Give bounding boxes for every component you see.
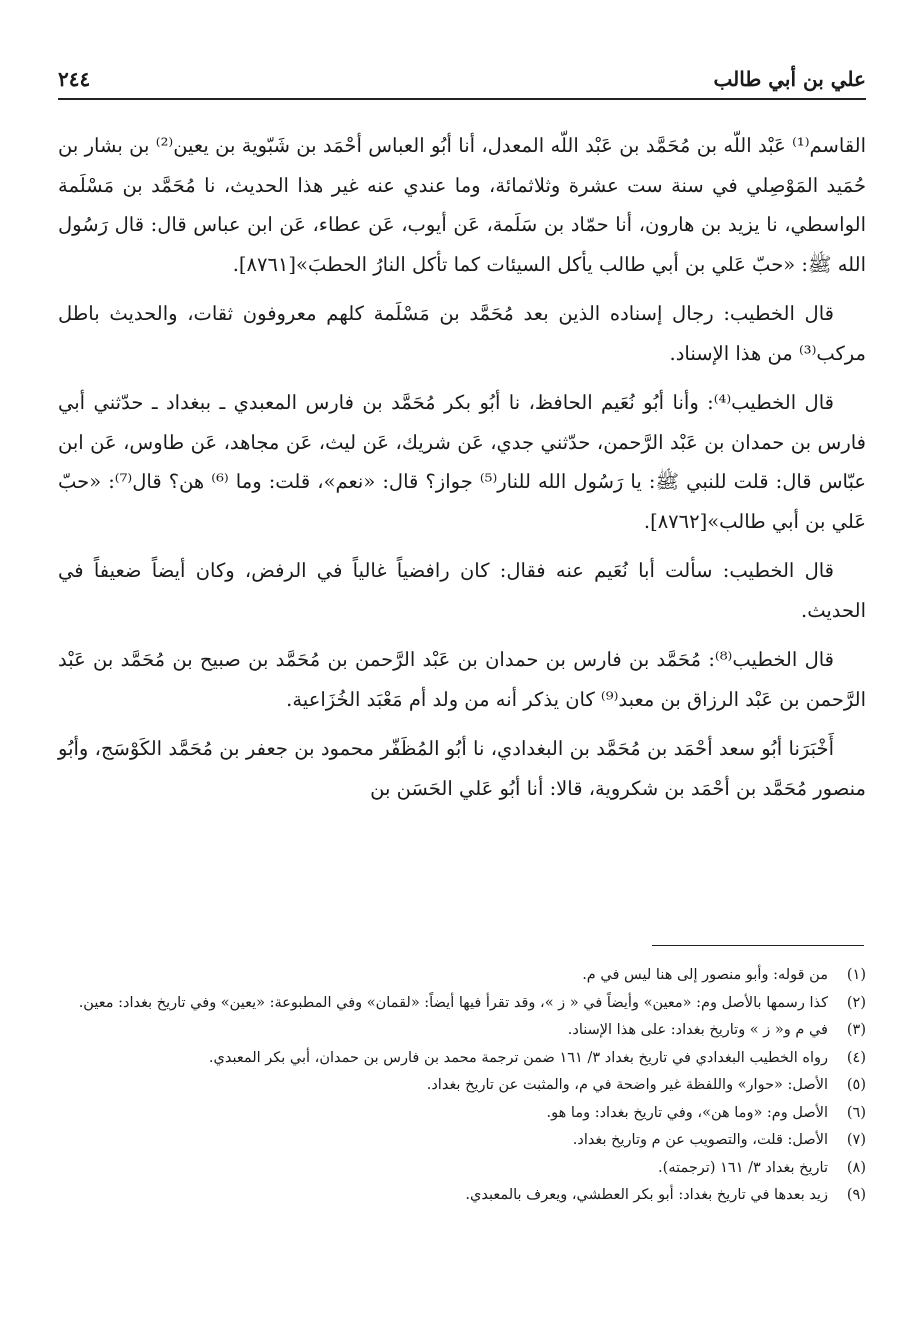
paragraph: قال الخطيب⁽⁴⁾: وأنا أبُو نُعَيم الحافظ، نا أبُو بكر مُحَمَّد بن فارس المعبدي ـ ببغداد ـ حدّثني أبي فارس بن حمدان بن عَبْد الرَّحمن، حدّثني جدي، عَن شريك، عَن ليث، عَن مجاهد، عَن طاوس، عَن ابن عبّاس قال: قلت للنبي ﷺ: يا رَسُول الله للنار⁽⁵⁾ جواز؟ قال: «نعم»، قلت: وما ⁽⁶⁾ هن؟ قال⁽⁷⁾: «حبّ عَلي بن أبي طالب»[٨٧٦٢].	[58, 391, 866, 533]
footnote-text: رواه الخطيب البغدادي في تاريخ بغداد ٣/ ١٦١ ضمن ترجمة محمد بن فارس بن حمدان، أبي بكر المعبدي.	[208, 1049, 828, 1066]
footnote-text: من قوله: وأبو منصور إلى هنا ليس في م.	[582, 967, 828, 983]
paragraph: القاسم⁽¹⁾ عَبْد اللّه بن مُحَمَّد بن عَبْد اللّه المعدل، أنا أبُو العباس أحْمَد بن شَبّوية بن يعين⁽²⁾ بن بشار بن حُمَيد المَوْصِلي في سنة ست عشرة وثلاثمائة، وما عندي عنه غير هذا الحديث، نا مُحَمَّد بن مَسْلَمة الواسطي، نا يزيد بن هارون، أنا حمّاد بن سَلَمة، عَن أيوب، عَن عطاء، عَن ابن عباس قال: قال رَسُول الله ﷺ: «حبّ عَلي بن أبي طالب يأكل السيئات كما تأكل النارُ الحطبَ»[٨٧٦١].	[58, 134, 867, 276]
running-title: علي بن أبي طالب	[713, 67, 866, 91]
footnote-text: الأصل: «حوار» واللفظة غير واضحة في م، والمثبت عن تاريخ بغداد.	[426, 1077, 828, 1093]
footnote	[58, 1017, 866, 1045]
paragraph: أَخْبَرَنا أبُو سعد أحْمَد بن مُحَمَّد بن البغدادي، نا أبُو المُظَفّر محمود بن جعفر بن مُحَمَّد الكَوْسَج، وأبُو منصور مُحَمَّد بن أحْمَد بن شكروية، قالا: أنا أبُو عَلي الحَسَن بن	[58, 737, 866, 800]
footnote	[58, 1100, 866, 1128]
footnote-number: (٨)	[846, 1159, 866, 1176]
footnote-number: (٣)	[846, 1022, 866, 1038]
header-divider	[58, 98, 866, 100]
footnote-number: (١)	[846, 967, 866, 983]
footnote-text: تاريخ بغداد ٣/ ١٦١ (ترجمته).	[658, 1159, 828, 1176]
paragraph: قال الخطيب: رجال إسناده الذين بعد مُحَمَّد بن مَسْلَمة كلهم معروفون ثقات، والحديث باطل مركب⁽³⁾ من هذا الإسناد.	[58, 302, 866, 365]
footnote	[58, 962, 866, 990]
footnote	[58, 1155, 866, 1183]
footnote-number: (٩)	[846, 1187, 866, 1203]
running-header	[58, 62, 866, 96]
footnote	[58, 1045, 866, 1073]
footnote	[58, 990, 866, 1018]
footnote	[58, 1072, 866, 1100]
page-number: ٢٤٤	[58, 67, 91, 91]
footnote-number: (٢)	[846, 994, 866, 1011]
main-text	[58, 126, 866, 818]
footnote-number: (٧)	[846, 1132, 866, 1148]
footnote-divider	[652, 945, 864, 946]
paragraph: قال الخطيب⁽⁸⁾: مُحَمَّد بن فارس بن حمدان بن عَبْد الرَّحمن بن مُحَمَّد بن صبيح بن مُحَمَّد بن عَبْد الرَّحمن بن عَبْد الرزاق بن معبد⁽⁹⁾ كان يذكر أنه من ولد أم مَعْبَد الخُزَاعية.	[58, 648, 866, 711]
footnote-text: الأصل: قلت، والتصويب عن م وتاريخ بغداد.	[572, 1132, 828, 1148]
footnote-text: كذا رسمها بالأصل وم: «معين» وأيضاً في « ز »، وقد تقرأ فيها أيضاً: «لقمان» وفي المطبوعة: «يعين» وفي تاريخ بغداد: معين.	[78, 994, 828, 1011]
paragraph: قال الخطيب: سألت أبا نُعَيم عنه فقال: كان رافضياً غالياً في الرفض، وكان أيضاً ضعيفاً في الحديث.	[58, 559, 866, 622]
footnote	[58, 1127, 866, 1155]
footnote	[58, 1182, 866, 1210]
footnote-text: زيد بعدها في تاريخ بغداد: أبو بكر العطشي، ويعرف بالمعبدي.	[465, 1187, 828, 1203]
footnote-number: (٦)	[846, 1104, 866, 1121]
footnote-text: في م و« ز » وتاريخ بغداد: على هذا الإسناد.	[567, 1022, 828, 1038]
footnotes	[58, 962, 866, 1210]
footnote-number: (٤)	[846, 1049, 866, 1066]
footnote-number: (٥)	[846, 1077, 866, 1093]
footnote-text: الأصل وم: «وما هن»، وفي تاريخ بغداد: وما هو.	[546, 1104, 828, 1121]
